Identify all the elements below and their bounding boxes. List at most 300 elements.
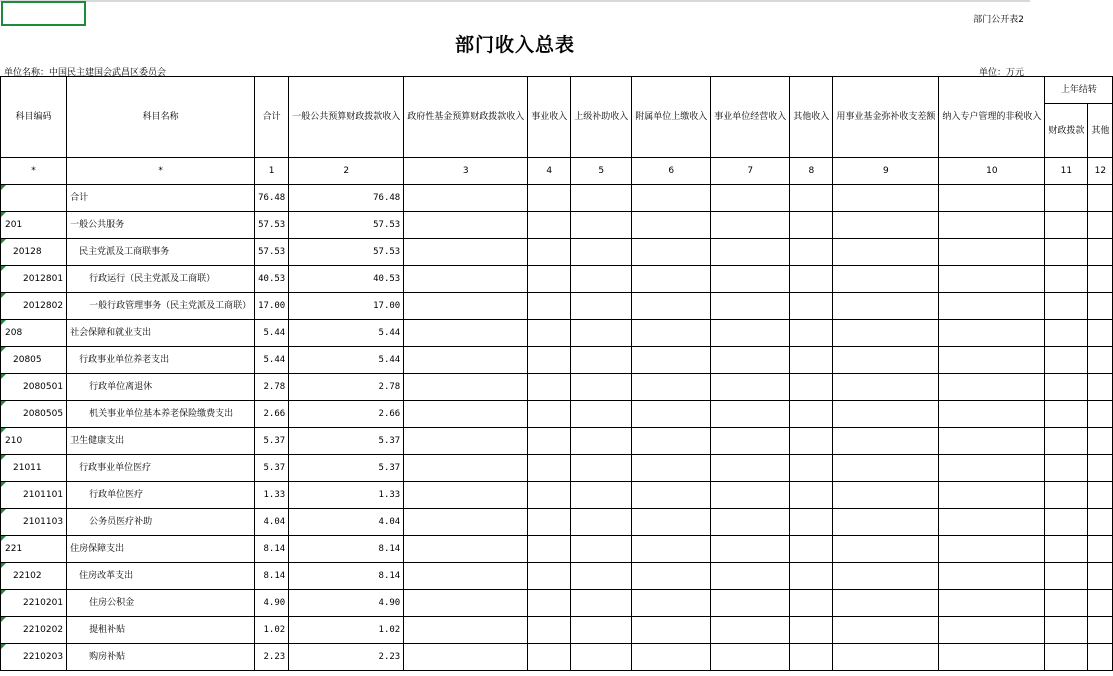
total-cell[interactable]: 4.90 — [255, 590, 289, 617]
empty-cell[interactable] — [404, 563, 528, 590]
empty-cell[interactable] — [632, 536, 711, 563]
empty-cell[interactable] — [939, 374, 1045, 401]
empty-cell[interactable] — [939, 482, 1045, 509]
empty-cell[interactable] — [939, 212, 1045, 239]
index-cell[interactable]: 12 — [1088, 158, 1113, 185]
name-cell[interactable]: 住房保障支出 — [67, 536, 255, 563]
name-cell[interactable]: 一般行政管理事务（民主党派及工商联） — [67, 293, 255, 320]
empty-cell[interactable] — [404, 644, 528, 671]
name-cell[interactable]: 住房公积金 — [67, 590, 255, 617]
empty-cell[interactable] — [404, 293, 528, 320]
empty-cell[interactable] — [790, 320, 833, 347]
empty-cell[interactable] — [1045, 509, 1088, 536]
empty-cell[interactable] — [833, 590, 939, 617]
empty-cell[interactable] — [1045, 185, 1088, 212]
general-budget-cell[interactable]: 1.33 — [289, 482, 404, 509]
empty-cell[interactable] — [1045, 563, 1088, 590]
table-row — [1, 536, 1113, 563]
empty-cell[interactable] — [528, 536, 571, 563]
index-cell[interactable]: 11 — [1045, 158, 1088, 185]
empty-cell[interactable] — [939, 455, 1045, 482]
empty-cell[interactable] — [939, 185, 1045, 212]
general-budget-cell[interactable]: 17.00 — [289, 293, 404, 320]
empty-cell[interactable] — [1088, 644, 1113, 671]
empty-cell[interactable] — [833, 185, 939, 212]
empty-cell[interactable] — [571, 509, 632, 536]
empty-cell[interactable] — [790, 293, 833, 320]
code-cell[interactable]: 210 — [1, 428, 67, 455]
general-budget-cell[interactable]: 5.44 — [289, 320, 404, 347]
empty-cell[interactable] — [632, 482, 711, 509]
empty-cell[interactable] — [790, 212, 833, 239]
empty-cell[interactable] — [1088, 293, 1113, 320]
empty-cell[interactable] — [833, 509, 939, 536]
empty-cell[interactable] — [1045, 617, 1088, 644]
total-cell[interactable]: 4.04 — [255, 509, 289, 536]
total-cell[interactable]: 2.78 — [255, 374, 289, 401]
empty-cell[interactable] — [571, 401, 632, 428]
empty-cell[interactable] — [711, 320, 790, 347]
empty-cell[interactable] — [404, 374, 528, 401]
total-cell[interactable]: 57.53 — [255, 212, 289, 239]
empty-cell[interactable] — [833, 266, 939, 293]
general-budget-cell[interactable]: 1.02 — [289, 617, 404, 644]
table-row — [1, 455, 1113, 482]
empty-cell[interactable] — [711, 536, 790, 563]
empty-cell[interactable] — [1088, 536, 1113, 563]
name-cell[interactable]: 一般公共服务 — [67, 212, 255, 239]
name-cell[interactable]: 行政事业单位养老支出 — [67, 347, 255, 374]
empty-cell[interactable] — [528, 428, 571, 455]
code-cell[interactable] — [1, 185, 67, 212]
total-cell[interactable]: 2.23 — [255, 644, 289, 671]
selected-cell[interactable] — [1, 1, 86, 26]
name-cell[interactable]: 卫生健康支出 — [67, 428, 255, 455]
empty-cell[interactable] — [939, 509, 1045, 536]
empty-cell[interactable] — [528, 185, 571, 212]
general-budget-cell[interactable]: 8.14 — [289, 536, 404, 563]
empty-cell[interactable] — [571, 185, 632, 212]
name-cell[interactable]: 公务员医疗补助 — [67, 509, 255, 536]
index-cell[interactable]: 3 — [404, 158, 528, 185]
empty-cell[interactable] — [1088, 239, 1113, 266]
name-cell[interactable]: 提租补贴 — [67, 617, 255, 644]
empty-cell[interactable] — [1088, 509, 1113, 536]
empty-cell[interactable] — [404, 509, 528, 536]
empty-cell[interactable] — [833, 293, 939, 320]
name-cell[interactable]: 行政单位医疗 — [67, 482, 255, 509]
empty-cell[interactable] — [404, 482, 528, 509]
empty-cell[interactable] — [571, 644, 632, 671]
empty-cell[interactable] — [1045, 644, 1088, 671]
empty-cell[interactable] — [528, 590, 571, 617]
empty-cell[interactable] — [571, 347, 632, 374]
index-cell[interactable]: 6 — [632, 158, 711, 185]
name-cell[interactable]: 民主党派及工商联事务 — [67, 239, 255, 266]
empty-cell[interactable] — [939, 239, 1045, 266]
empty-cell[interactable] — [833, 401, 939, 428]
empty-cell[interactable] — [632, 563, 711, 590]
header-special-nontax[interactable]: 纳入专户管理的非税收入 — [939, 77, 1045, 158]
empty-cell[interactable] — [528, 482, 571, 509]
empty-cell[interactable] — [528, 239, 571, 266]
empty-cell[interactable] — [790, 239, 833, 266]
code-cell[interactable]: 2101103 — [1, 509, 67, 536]
general-budget-cell[interactable]: 4.90 — [289, 590, 404, 617]
index-row — [1, 158, 1113, 185]
general-budget-cell[interactable]: 2.78 — [289, 374, 404, 401]
empty-cell[interactable] — [632, 347, 711, 374]
empty-cell[interactable] — [632, 428, 711, 455]
empty-cell[interactable] — [1088, 428, 1113, 455]
code-cell[interactable]: 22102 — [1, 563, 67, 590]
empty-cell[interactable] — [833, 563, 939, 590]
empty-cell[interactable] — [571, 590, 632, 617]
code-cell[interactable]: 208 — [1, 320, 67, 347]
empty-cell[interactable] — [632, 320, 711, 347]
empty-cell[interactable] — [790, 509, 833, 536]
empty-cell[interactable] — [833, 482, 939, 509]
empty-cell[interactable] — [711, 617, 790, 644]
empty-cell[interactable] — [528, 212, 571, 239]
name-cell[interactable]: 合计 — [67, 185, 255, 212]
empty-cell[interactable] — [528, 644, 571, 671]
total-cell[interactable]: 57.53 — [255, 239, 289, 266]
empty-cell[interactable] — [1088, 482, 1113, 509]
empty-cell[interactable] — [711, 347, 790, 374]
total-cell[interactable]: 2.66 — [255, 401, 289, 428]
empty-cell[interactable] — [571, 374, 632, 401]
empty-cell[interactable] — [1088, 212, 1113, 239]
empty-cell[interactable] — [711, 428, 790, 455]
empty-cell[interactable] — [833, 536, 939, 563]
empty-cell[interactable] — [790, 536, 833, 563]
empty-cell[interactable] — [404, 428, 528, 455]
empty-cell[interactable] — [1045, 239, 1088, 266]
name-cell[interactable]: 住房改革支出 — [67, 563, 255, 590]
empty-cell[interactable] — [1088, 455, 1113, 482]
general-budget-cell[interactable]: 8.14 — [289, 563, 404, 590]
header-business[interactable]: 事业收入 — [528, 77, 571, 158]
index-cell[interactable]: 8 — [790, 158, 833, 185]
header-affiliated[interactable]: 附属单位上缴收入 — [632, 77, 711, 158]
empty-cell[interactable] — [833, 239, 939, 266]
code-cell[interactable]: 2210201 — [1, 590, 67, 617]
empty-cell[interactable] — [1088, 374, 1113, 401]
empty-cell[interactable] — [939, 644, 1045, 671]
empty-cell[interactable] — [1045, 455, 1088, 482]
empty-cell[interactable] — [1045, 347, 1088, 374]
table-row — [1, 482, 1113, 509]
empty-cell[interactable] — [1088, 185, 1113, 212]
general-budget-cell[interactable]: 5.37 — [289, 455, 404, 482]
table-row — [1, 563, 1113, 590]
empty-cell[interactable] — [404, 320, 528, 347]
table-row — [1, 212, 1113, 239]
income-summary-table — [0, 76, 1113, 671]
empty-cell[interactable] — [404, 212, 528, 239]
empty-cell[interactable] — [833, 455, 939, 482]
page-title: 部门收入总表 — [454, 34, 575, 56]
empty-cell[interactable] — [939, 401, 1045, 428]
empty-cell[interactable] — [632, 509, 711, 536]
header-carryover[interactable]: 上年结转 — [1045, 77, 1113, 104]
empty-cell[interactable] — [833, 212, 939, 239]
empty-cell[interactable] — [632, 617, 711, 644]
empty-cell[interactable] — [528, 401, 571, 428]
code-cell[interactable]: 2012801 — [1, 266, 67, 293]
empty-cell[interactable] — [528, 374, 571, 401]
empty-cell[interactable] — [939, 293, 1045, 320]
table-number-label: 部门公开表2 — [973, 15, 1024, 25]
empty-cell[interactable] — [711, 401, 790, 428]
empty-cell[interactable] — [404, 590, 528, 617]
table-row — [1, 239, 1113, 266]
table-row — [1, 617, 1113, 644]
index-cell[interactable]: 1 — [255, 158, 289, 185]
empty-cell[interactable] — [404, 347, 528, 374]
index-cell[interactable]: 2 — [289, 158, 404, 185]
empty-cell[interactable] — [1088, 401, 1113, 428]
empty-cell[interactable] — [632, 374, 711, 401]
empty-cell[interactable] — [790, 401, 833, 428]
empty-cell[interactable] — [1045, 428, 1088, 455]
empty-cell[interactable] — [790, 482, 833, 509]
total-cell[interactable]: 40.53 — [255, 266, 289, 293]
name-cell[interactable]: 社会保障和就业支出 — [67, 320, 255, 347]
empty-cell[interactable] — [790, 563, 833, 590]
empty-cell[interactable] — [528, 509, 571, 536]
column-header-strip — [0, 0, 1030, 2]
index-cell[interactable]: * — [67, 158, 255, 185]
empty-cell[interactable] — [711, 266, 790, 293]
general-budget-cell[interactable]: 5.44 — [289, 347, 404, 374]
empty-cell[interactable] — [711, 590, 790, 617]
empty-cell[interactable] — [571, 617, 632, 644]
empty-cell[interactable] — [833, 320, 939, 347]
general-budget-cell[interactable]: 76.48 — [289, 185, 404, 212]
code-cell[interactable]: 2012802 — [1, 293, 67, 320]
empty-cell[interactable] — [790, 644, 833, 671]
name-cell[interactable]: 行政运行（民主党派及工商联） — [67, 266, 255, 293]
empty-cell[interactable] — [571, 536, 632, 563]
empty-cell[interactable] — [790, 428, 833, 455]
header-carry-fiscal[interactable]: 财政拨款 — [1045, 104, 1088, 158]
empty-cell[interactable] — [404, 239, 528, 266]
empty-cell[interactable] — [571, 428, 632, 455]
header-code[interactable]: 科目编码 — [1, 77, 67, 158]
empty-cell[interactable] — [528, 617, 571, 644]
empty-cell[interactable] — [404, 617, 528, 644]
total-cell[interactable]: 1.02 — [255, 617, 289, 644]
general-budget-cell[interactable]: 40.53 — [289, 266, 404, 293]
index-cell[interactable]: 5 — [571, 158, 632, 185]
table-row — [1, 509, 1113, 536]
empty-cell[interactable] — [939, 563, 1045, 590]
empty-cell[interactable] — [1088, 590, 1113, 617]
empty-cell[interactable] — [939, 320, 1045, 347]
unit-measure-label: 单位：万元 — [978, 68, 1024, 78]
empty-cell[interactable] — [939, 428, 1045, 455]
code-cell[interactable]: 20128 — [1, 239, 67, 266]
empty-cell[interactable] — [711, 644, 790, 671]
index-cell[interactable]: 10 — [939, 158, 1045, 185]
empty-cell[interactable] — [833, 644, 939, 671]
index-cell[interactable]: * — [1, 158, 67, 185]
empty-cell[interactable] — [632, 401, 711, 428]
empty-cell[interactable] — [632, 239, 711, 266]
empty-cell[interactable] — [404, 185, 528, 212]
empty-cell[interactable] — [632, 266, 711, 293]
total-cell[interactable]: 5.37 — [255, 428, 289, 455]
header-fund-balance[interactable]: 用事业基金弥补收支差额 — [833, 77, 939, 158]
empty-cell[interactable] — [632, 293, 711, 320]
header-operating[interactable]: 事业单位经营收入 — [711, 77, 790, 158]
header-gov-fund[interactable]: 政府性基金预算财政拨款收入 — [404, 77, 528, 158]
empty-cell[interactable] — [939, 347, 1045, 374]
empty-cell[interactable] — [1045, 482, 1088, 509]
empty-cell[interactable] — [711, 509, 790, 536]
empty-cell[interactable] — [939, 536, 1045, 563]
empty-cell[interactable] — [571, 266, 632, 293]
empty-cell[interactable] — [790, 374, 833, 401]
header-superior-subsidy[interactable]: 上级补助收入 — [571, 77, 632, 158]
empty-cell[interactable] — [1045, 401, 1088, 428]
empty-cell[interactable] — [1045, 293, 1088, 320]
empty-cell[interactable] — [404, 536, 528, 563]
total-cell[interactable]: 1.33 — [255, 482, 289, 509]
empty-cell[interactable] — [528, 320, 571, 347]
empty-cell[interactable] — [571, 212, 632, 239]
empty-cell[interactable] — [1045, 212, 1088, 239]
empty-cell[interactable] — [404, 455, 528, 482]
empty-cell[interactable] — [1045, 536, 1088, 563]
empty-cell[interactable] — [404, 401, 528, 428]
empty-cell[interactable] — [571, 563, 632, 590]
empty-cell[interactable] — [528, 266, 571, 293]
empty-cell[interactable] — [1088, 563, 1113, 590]
empty-cell[interactable] — [1088, 320, 1113, 347]
empty-cell[interactable] — [790, 347, 833, 374]
empty-cell[interactable] — [1045, 590, 1088, 617]
header-total[interactable]: 合计 — [255, 77, 289, 158]
empty-cell[interactable] — [571, 455, 632, 482]
general-budget-cell[interactable]: 2.23 — [289, 644, 404, 671]
empty-cell[interactable] — [571, 293, 632, 320]
index-cell[interactable]: 7 — [711, 158, 790, 185]
code-cell[interactable]: 2210202 — [1, 617, 67, 644]
empty-cell[interactable] — [632, 644, 711, 671]
header-general-budget[interactable]: 一般公共预算财政拨款收入 — [289, 77, 404, 158]
general-budget-cell[interactable]: 4.04 — [289, 509, 404, 536]
code-cell[interactable]: 2080501 — [1, 374, 67, 401]
empty-cell[interactable] — [632, 590, 711, 617]
empty-cell[interactable] — [528, 455, 571, 482]
empty-cell[interactable] — [833, 428, 939, 455]
empty-cell[interactable] — [404, 266, 528, 293]
empty-cell[interactable] — [790, 617, 833, 644]
empty-cell[interactable] — [833, 347, 939, 374]
empty-cell[interactable] — [939, 617, 1045, 644]
total-cell[interactable]: 5.44 — [255, 347, 289, 374]
empty-cell[interactable] — [711, 374, 790, 401]
header-name[interactable]: 科目名称 — [67, 77, 255, 158]
total-cell[interactable]: 76.48 — [255, 185, 289, 212]
table-row — [1, 428, 1113, 455]
code-cell[interactable]: 221 — [1, 536, 67, 563]
empty-cell[interactable] — [632, 455, 711, 482]
empty-cell[interactable] — [528, 563, 571, 590]
empty-cell[interactable] — [711, 563, 790, 590]
header-other-income[interactable]: 其他收入 — [790, 77, 833, 158]
empty-cell[interactable] — [571, 320, 632, 347]
empty-cell[interactable] — [1045, 320, 1088, 347]
index-cell[interactable]: 4 — [528, 158, 571, 185]
code-cell[interactable]: 2210203 — [1, 644, 67, 671]
general-budget-cell[interactable]: 57.53 — [289, 212, 404, 239]
empty-cell[interactable] — [528, 347, 571, 374]
empty-cell[interactable] — [711, 185, 790, 212]
total-cell[interactable]: 8.14 — [255, 536, 289, 563]
empty-cell[interactable] — [1088, 266, 1113, 293]
empty-cell[interactable] — [571, 482, 632, 509]
total-cell[interactable]: 8.14 — [255, 563, 289, 590]
empty-cell[interactable] — [833, 374, 939, 401]
empty-cell[interactable] — [790, 455, 833, 482]
empty-cell[interactable] — [1045, 266, 1088, 293]
code-cell[interactable]: 201 — [1, 212, 67, 239]
code-cell[interactable]: 20805 — [1, 347, 67, 374]
table-row — [1, 320, 1113, 347]
empty-cell[interactable] — [790, 266, 833, 293]
total-cell[interactable]: 5.37 — [255, 455, 289, 482]
empty-cell[interactable] — [833, 617, 939, 644]
empty-cell[interactable] — [632, 212, 711, 239]
index-cell[interactable]: 9 — [833, 158, 939, 185]
general-budget-cell[interactable]: 5.37 — [289, 428, 404, 455]
code-cell[interactable]: 2080505 — [1, 401, 67, 428]
empty-cell[interactable] — [571, 239, 632, 266]
empty-cell[interactable] — [711, 239, 790, 266]
empty-cell[interactable] — [711, 293, 790, 320]
name-cell[interactable]: 行政事业单位医疗 — [67, 455, 255, 482]
table-row — [1, 266, 1113, 293]
table-row — [1, 185, 1113, 212]
empty-cell[interactable] — [939, 266, 1045, 293]
empty-cell[interactable] — [790, 185, 833, 212]
general-budget-cell[interactable]: 2.66 — [289, 401, 404, 428]
empty-cell[interactable] — [632, 185, 711, 212]
general-budget-cell[interactable]: 57.53 — [289, 239, 404, 266]
name-cell[interactable]: 购房补贴 — [67, 644, 255, 671]
empty-cell[interactable] — [711, 482, 790, 509]
empty-cell[interactable] — [1088, 617, 1113, 644]
empty-cell[interactable] — [528, 293, 571, 320]
empty-cell[interactable] — [1045, 374, 1088, 401]
total-cell[interactable]: 5.44 — [255, 320, 289, 347]
code-cell[interactable]: 2101101 — [1, 482, 67, 509]
empty-cell[interactable] — [790, 590, 833, 617]
name-cell[interactable]: 机关事业单位基本养老保险缴费支出 — [67, 401, 255, 428]
name-cell[interactable]: 行政单位离退休 — [67, 374, 255, 401]
empty-cell[interactable] — [711, 455, 790, 482]
empty-cell[interactable] — [711, 212, 790, 239]
empty-cell[interactable] — [939, 590, 1045, 617]
header-carry-other[interactable]: 其他 — [1088, 104, 1113, 158]
code-cell[interactable]: 21011 — [1, 455, 67, 482]
empty-cell[interactable] — [1088, 347, 1113, 374]
total-cell[interactable]: 17.00 — [255, 293, 289, 320]
